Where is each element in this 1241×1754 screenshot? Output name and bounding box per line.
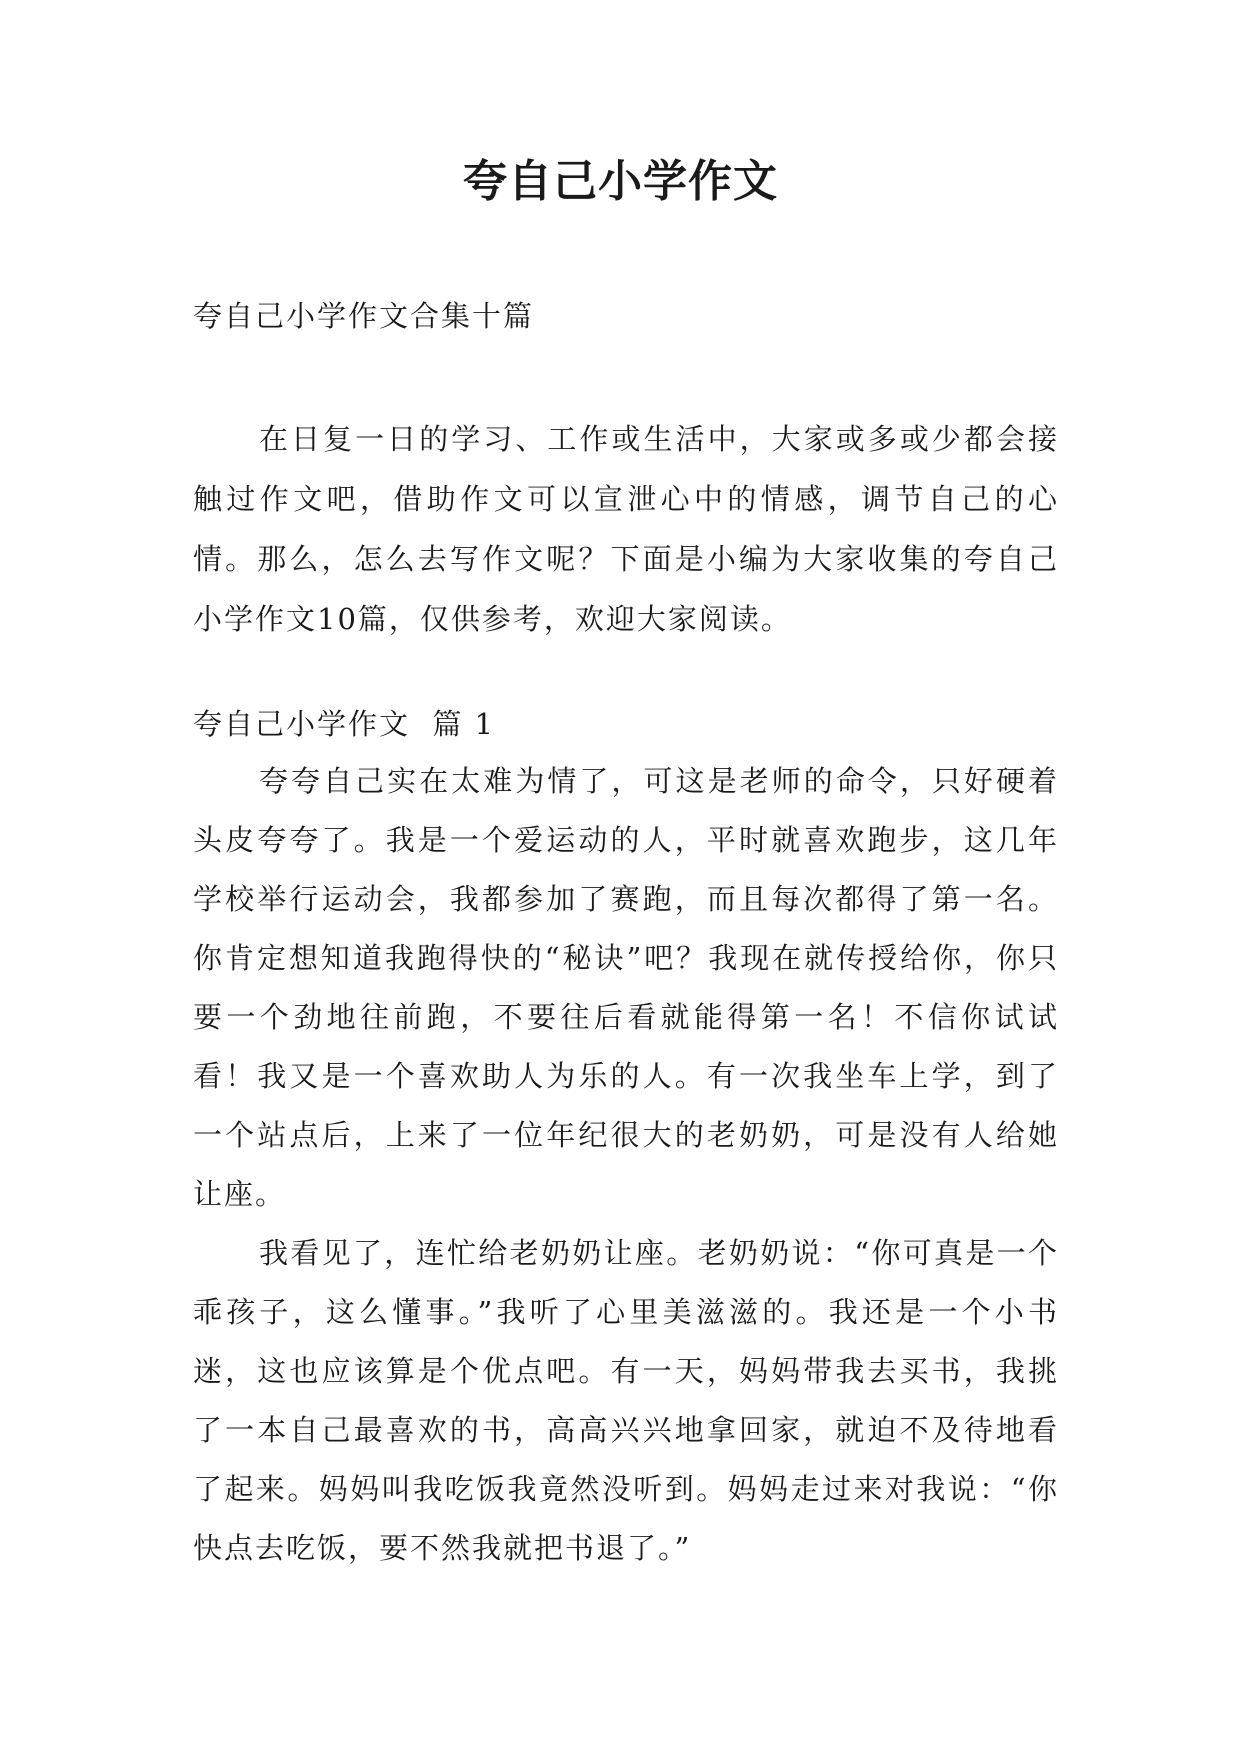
essay-paragraph: 夸夸自己实在太难为情了，可这是老师的命令，只好硬着头皮夸夸了。我是一个爱运动的人，平时就喜欢跑步，这几年学校举行运动会，我都参加了赛跑，而且每次都得了第一名。你肯定想知道我跑得快的“秘诀”吧？我现在就传授给你，你只要一个劲地往前跑，不要往后看就能得第一名！不信你试试看！我又是一个喜欢助人为乐的人。有一次我坐车上学，到了一个站点后，上来了一位年纪很大的老奶奶，可是没有人给她让座。 bbox=[193, 764, 1059, 1211]
document-subtitle: 夸自己小学作文合集十篇 bbox=[193, 299, 535, 333]
essay-body bbox=[193, 752, 1059, 1578]
intro-paragraph: 在日复一日的学习、工作或生活中，大家或多或少都会接触过作文吧，借助作文可以宣泄心中的情感，调节自己的心情。那么，怎么去写作文呢？下面是小编为大家收集的夸自己小学作文10篇，仅供参考，欢迎大家阅读。 bbox=[193, 422, 1059, 636]
essay-paragraph: 我看见了，连忙给老奶奶让座。老奶奶说：“你可真是一个乖孩子，这么懂事。”我听了心里美滋滋的。我还是一个小书迷，这也应该算是个优点吧。有一天，妈妈带我去买书，我挑了一本自己最喜欢的书，高高兴兴地拿回家，就迫不及待地看了起来。妈妈叫我吃饭我竟然没听到。妈妈走过来对我说：“你快点去吃饭，要不然我就把书退了。” bbox=[193, 1236, 1059, 1565]
document-title: 夸自己小学作文 bbox=[463, 156, 778, 207]
section-heading: 夸自己小学作文 篇 1 bbox=[193, 707, 496, 741]
